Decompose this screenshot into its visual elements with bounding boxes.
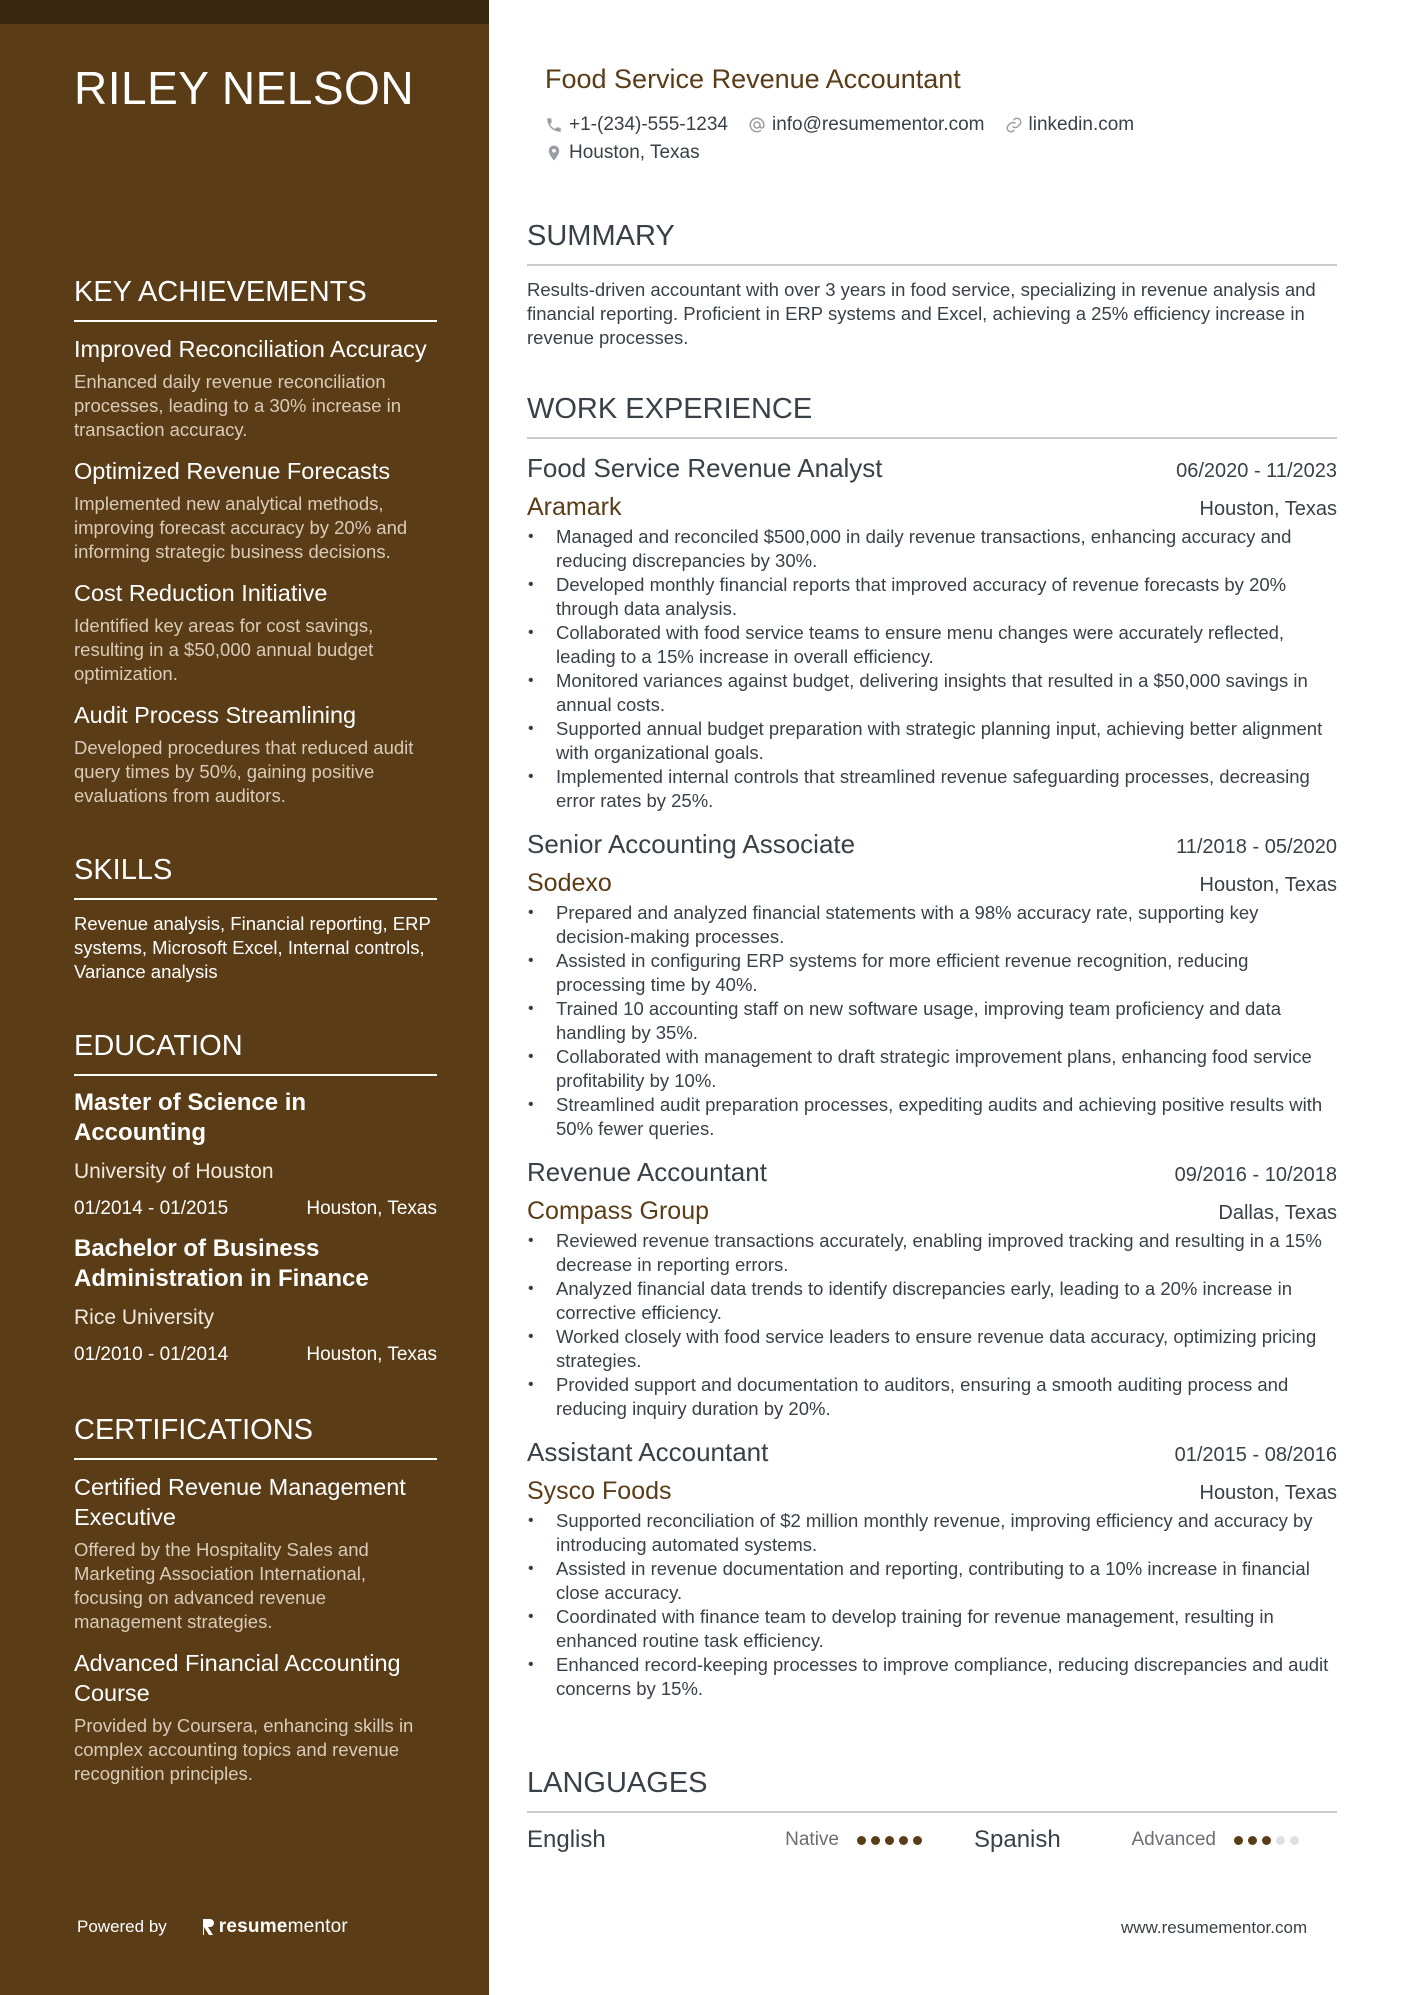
- job-bullets: [527, 901, 1337, 1141]
- language-name: English: [527, 1826, 606, 1853]
- phone-text: +1-(234)-555-1234: [569, 114, 728, 135]
- resumementor-logo-icon: [201, 1918, 215, 1936]
- candidate-name: RILEY NELSON: [74, 62, 415, 114]
- education-heading: EDUCATION: [74, 1028, 437, 1076]
- job-location: Houston, Texas: [1199, 874, 1337, 896]
- job-header: [527, 827, 1337, 861]
- target-job-title: Food Service Revenue Accountant: [545, 64, 961, 94]
- achievement-description: Identified key areas for cost savings, resulting in a $50,000 annual budget optimization.: [74, 615, 374, 684]
- rating-dot-filled: [1234, 1836, 1243, 1845]
- contact-row-2: [545, 141, 720, 165]
- job-dates: 06/2020 - 11/2023: [1176, 460, 1337, 482]
- education-location: Houston, Texas: [306, 1344, 437, 1365]
- job-dates: 11/2018 - 05/2020: [1176, 836, 1337, 858]
- job-role: Food Service Revenue Analyst: [527, 453, 883, 483]
- language-level: Native: [785, 1829, 839, 1850]
- job-company: Aramark: [527, 493, 622, 521]
- job-company: Sysco Foods: [527, 1477, 672, 1505]
- job-bullet: • Managed and reconciled $500,000 in daily revenue transactions, enhancing accuracy and reducing discrepancies by 30%.: [527, 525, 1337, 573]
- email-contact[interactable]: [748, 113, 985, 137]
- education-dates: 01/2014 - 01/2015: [74, 1198, 229, 1219]
- certification-description: Offered by the Hospitality Sales and Marketing Association International, focusing on advanced revenue management strategies.: [74, 1539, 369, 1632]
- brand-logo[interactable]: [201, 1916, 348, 1938]
- education-dates: 01/2010 - 01/2014: [74, 1344, 229, 1365]
- education-school: University of Houston: [74, 1160, 274, 1183]
- job-bullet: • Monitored variances against budget, delivering insights that resulted in a $50,000 savings in annual costs.: [527, 669, 1337, 717]
- job-company-row: [527, 1195, 1337, 1227]
- education-degree: Master of Science in Accounting: [74, 1089, 307, 1146]
- job-bullet: • Collaborated with food service teams to ensure menu changes were accurately reflected, leading to a 15% increase in overall efficiency.: [527, 621, 1337, 669]
- certification-title: Advanced Financial Accounting Course: [74, 1650, 401, 1706]
- job-dates: 01/2015 - 08/2016: [1174, 1444, 1337, 1466]
- job-header: [527, 451, 1337, 485]
- sidebar: [0, 0, 489, 1995]
- linkedin-text: linkedin.com: [1028, 114, 1135, 135]
- rating-dot-filled: [885, 1836, 894, 1845]
- achievement-title: Audit Process Streamlining: [74, 702, 357, 728]
- certification-description: Provided by Coursera, enhancing skills in complex accounting topics and revenue recognition principles.: [74, 1715, 414, 1784]
- education-meta-row: [74, 1342, 437, 1368]
- job-location: Houston, Texas: [1199, 498, 1337, 520]
- achievements-heading: KEY ACHIEVEMENTS: [74, 274, 437, 322]
- skills-section: [74, 852, 437, 984]
- job-bullet: • Supported reconciliation of $2 million monthly revenue, improving efficiency and accuracy by introducing automated systems.: [527, 1509, 1337, 1557]
- sidebar-top-bar: [0, 0, 489, 24]
- job-header: [527, 1435, 1337, 1469]
- contact-row-1: [545, 113, 1154, 137]
- job-bullet: • Worked closely with food service leaders to ensure revenue data accuracy, optimizing pricing strategies.: [527, 1325, 1337, 1373]
- location-pin-icon: [545, 143, 563, 163]
- job-bullet: • Developed monthly financial reports that improved accuracy of revenue forecasts by 20% through data analysis.: [527, 573, 1337, 621]
- job-company: Compass Group: [527, 1197, 710, 1225]
- language-rating-dots: [857, 1836, 942, 1845]
- job-bullet: • Enhanced record-keeping processes to improve compliance, reducing discrepancies and audit concerns by 15%.: [527, 1653, 1337, 1701]
- job-bullet: • Assisted in revenue documentation and reporting, contributing to a 10% increase in financial close accuracy.: [527, 1557, 1337, 1605]
- languages-heading: LANGUAGES: [527, 1765, 1337, 1813]
- achievement-title: Cost Reduction Initiative: [74, 580, 328, 606]
- rating-dot-filled: [913, 1836, 922, 1845]
- education-degree: Bachelor of Business Administration in Finance: [74, 1235, 369, 1292]
- certifications-list: [74, 1472, 437, 1786]
- summary-text: Results-driven accountant with over 3 years in food service, specializing in revenue analysis and financial reporting. Proficient in ERP systems and Excel, achieving a 25% efficiency increase in revenue processes.: [527, 279, 1316, 348]
- job-bullet: • Provided support and documentation to auditors, ensuring a smooth auditing process and reducing inquiry duration by 20%.: [527, 1373, 1337, 1421]
- job-bullet: • Reviewed revenue transactions accurately, enabling improved tracking and resulting in a 15% decrease in reporting errors.: [527, 1229, 1337, 1277]
- certification-title: Certified Revenue Management Executive: [74, 1474, 406, 1530]
- location-contact: [545, 141, 700, 165]
- language-name: Spanish: [974, 1826, 1061, 1853]
- education-school: Rice University: [74, 1306, 215, 1329]
- skills-heading: SKILLS: [74, 852, 437, 900]
- job-bullet: • Analyzed financial data trends to identify discrepancies early, leading to a 20% increase in corrective efficiency.: [527, 1277, 1337, 1325]
- job-entry: [527, 1155, 1337, 1421]
- experience-section: [527, 391, 1337, 1715]
- rating-dot-filled: [871, 1836, 880, 1845]
- certifications-section: [74, 1412, 437, 1786]
- email-text: info@resumementor.com: [771, 114, 985, 135]
- education-meta-row: [74, 1196, 437, 1222]
- at-icon: [748, 116, 766, 134]
- job-bullets: [527, 525, 1337, 813]
- rating-dot-filled: [1262, 1836, 1271, 1845]
- summary-section: [527, 218, 1337, 350]
- language-rating-dots: [1234, 1836, 1319, 1845]
- linkedin-contact[interactable]: [1005, 113, 1135, 137]
- summary-heading: SUMMARY: [527, 218, 1337, 266]
- rating-dot-filled: [857, 1836, 866, 1845]
- job-bullets: [527, 1509, 1337, 1701]
- language-level: Advanced: [1131, 1829, 1216, 1850]
- job-bullet: • Prepared and analyzed financial statements with a 98% accuracy rate, supporting key decision-making processes.: [527, 901, 1337, 949]
- job-bullet: • Implemented internal controls that streamlined revenue safeguarding processes, decreasing error rates by 25%.: [527, 765, 1337, 813]
- job-entry: [527, 1435, 1337, 1701]
- job-bullet: • Supported annual budget preparation with strategic planning input, achieving better alignment with organizational goals.: [527, 717, 1337, 765]
- rating-dot-filled: [1248, 1836, 1257, 1845]
- skills-text: Revenue analysis, Financial reporting, ERP systems, Microsoft Excel, Internal controls, Variance analysis: [74, 913, 431, 982]
- job-company-row: [527, 867, 1337, 899]
- experience-list: [527, 451, 1337, 1701]
- sidebar-content: [74, 60, 437, 1786]
- rating-dot-empty: [1290, 1836, 1299, 1845]
- job-entry: [527, 451, 1337, 813]
- link-icon: [1005, 116, 1023, 134]
- job-entry: [527, 827, 1337, 1141]
- job-role: Assistant Accountant: [527, 1437, 769, 1467]
- job-role: Revenue Accountant: [527, 1157, 767, 1187]
- job-company: Sodexo: [527, 869, 612, 897]
- location-text: Houston, Texas: [569, 142, 700, 163]
- certifications-heading: CERTIFICATIONS: [74, 1412, 437, 1460]
- job-company-row: [527, 1475, 1337, 1507]
- job-location: Dallas, Texas: [1218, 1202, 1337, 1224]
- powered-by-label: Powered by: [77, 1917, 167, 1936]
- languages-list: [527, 1825, 1337, 1855]
- job-role: Senior Accounting Associate: [527, 829, 856, 859]
- powered-by: [77, 1916, 348, 1938]
- achievement-title: Optimized Revenue Forecasts: [74, 458, 391, 484]
- job-dates: 09/2016 - 10/2018: [1174, 1164, 1337, 1186]
- brand-name-light: mentor: [287, 1916, 348, 1937]
- job-bullet: • Coordinated with finance team to develop training for revenue management, resulting in enhanced routine task efficiency.: [527, 1605, 1337, 1653]
- experience-heading: WORK EXPERIENCE: [527, 391, 1337, 439]
- job-company-row: [527, 491, 1337, 523]
- footer-url[interactable]: www.resumementor.com: [1121, 1918, 1308, 1937]
- achievements-section: [74, 274, 437, 808]
- brand-name-bold: resume: [218, 1916, 288, 1937]
- achievement-title: Improved Reconciliation Accuracy: [74, 336, 427, 362]
- phone-contact[interactable]: [545, 113, 728, 137]
- education-location: Houston, Texas: [306, 1198, 437, 1219]
- education-list: [74, 1088, 437, 1368]
- rating-dot-empty: [1276, 1836, 1285, 1845]
- education-section: [74, 1028, 437, 1368]
- achievement-description: Implemented new analytical methods, improving forecast accuracy by 20% and informing strategic business decisions.: [74, 493, 408, 562]
- job-location: Houston, Texas: [1199, 1482, 1337, 1504]
- achievement-description: Enhanced daily revenue reconciliation processes, leading to a 30% increase in transaction accuracy.: [74, 371, 402, 440]
- job-bullets: [527, 1229, 1337, 1421]
- languages-section: [527, 1765, 1337, 1855]
- achievements-list: [74, 334, 437, 808]
- phone-icon: [545, 116, 563, 134]
- job-bullet: • Streamlined audit preparation processes, expediting audits and achieving positive results with 50% fewer queries.: [527, 1093, 1337, 1141]
- achievement-description: Developed procedures that reduced audit query times by 50%, gaining positive evaluations from auditors.: [74, 737, 414, 806]
- job-bullet: • Assisted in configuring ERP systems for more efficient revenue recognition, reducing processing time by 40%.: [527, 949, 1337, 997]
- job-header: [527, 1155, 1337, 1189]
- job-bullet: • Trained 10 accounting staff on new software usage, improving team proficiency and data handling by 35%.: [527, 997, 1337, 1045]
- rating-dot-filled: [899, 1836, 908, 1845]
- job-bullet: • Collaborated with management to draft strategic improvement plans, enhancing food service profitability by 10%.: [527, 1045, 1337, 1093]
